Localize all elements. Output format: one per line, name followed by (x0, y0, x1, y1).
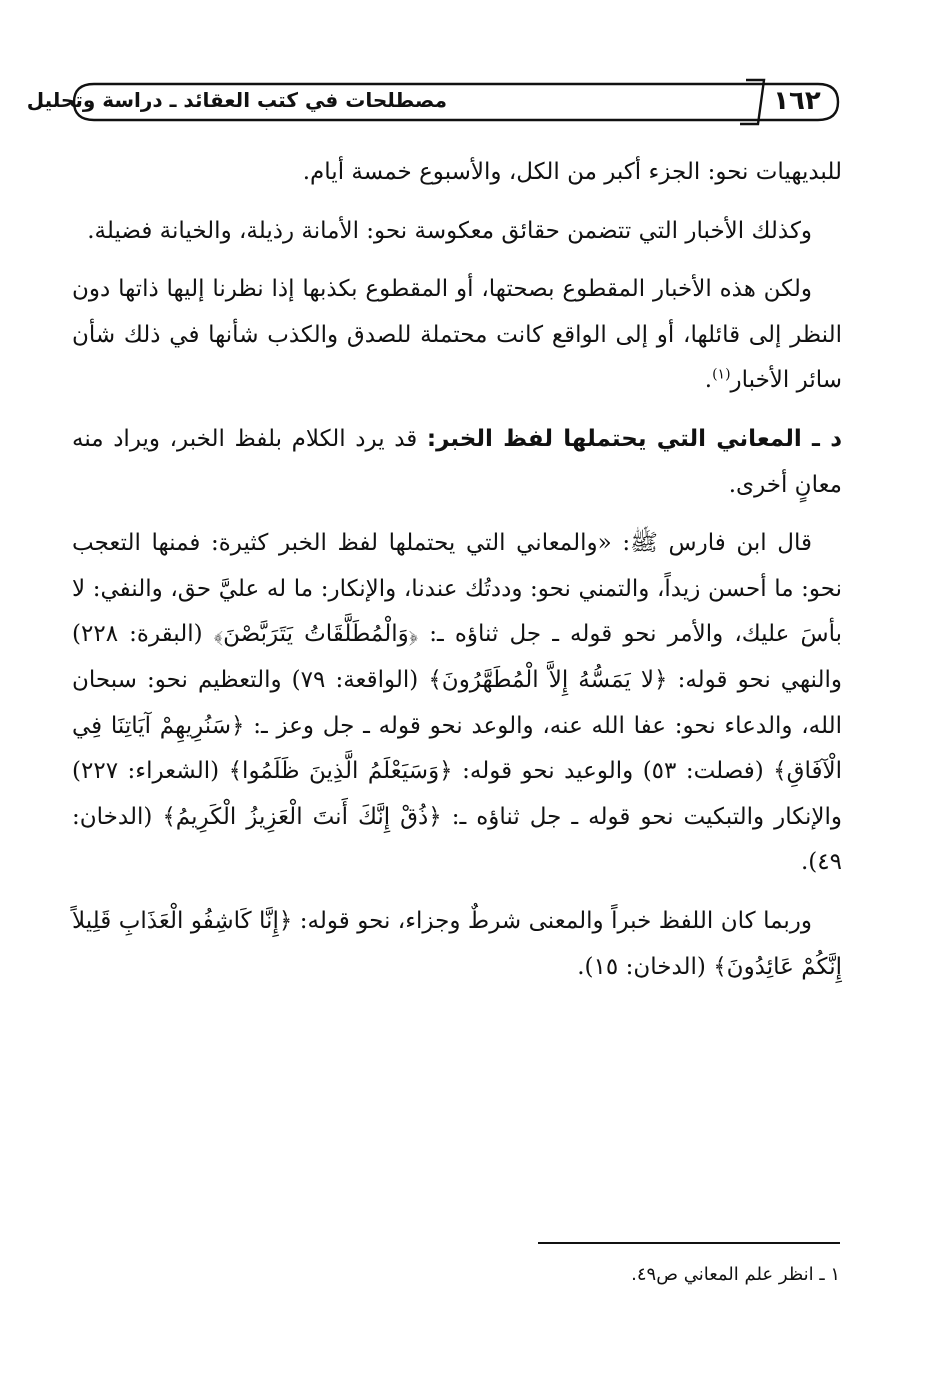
section-heading: د ـ المعاني التي يحتملها لفظ الخبر: (426, 425, 842, 452)
paragraph (72, 267, 842, 404)
footnote-divider (538, 1242, 840, 1244)
paragraph: للبديهيات نحو: الجزء أكبر من الكل، والأسبوع خمسة أيام. (302, 159, 842, 185)
footnote: ١ ـ انظر علم المعاني ص٤٩. (631, 1264, 840, 1285)
page-number: ١٦٢ (773, 86, 821, 116)
running-title: مصطلحات في كتب العقائد ـ دراسة وتحليل (26, 88, 447, 112)
main-text (72, 150, 842, 1003)
section-paragraph (72, 417, 842, 508)
paragraph-text: قد يرد الكلام بلفظ الخبر، ويراد منه معانٍ أخرى. (72, 425, 842, 498)
paragraph-text: ولكن هذه الأخبار المقطوع بصحتها، أو المقطوع بكذبها إذا نظرنا إليها ذاتها دون النظر إلى قائلها، أو إلى الواقع كانت محتملة للصدق والكذب شأنها في ذلك شأن سائر الأخبار (72, 276, 842, 394)
footnote-reference: (١) (712, 366, 731, 383)
quotation-paragraph: قال ابن فارس ﷺ: «والمعاني التي يحتملها لفظ الخبر كثيرة: فمنها التعجب نحو: ما أحسن زيداً، والتمني نحو: وددتُك عندنا، والإنكار: ما له عليَّ حق، والنفي: لا بأسَ عليك، والأمر نحو قوله ـ جل ثناؤه ـ: ﴿وَالْمُطَلَّقَاتُ يَتَرَبَّصْنَ﴾ (البقرة: ٢٢٨) والنهي نحو قوله: ﴿لا يَمَسُّهُ إِلاَّ الْمُطَهَّرُونَ﴾ (الواقعة: ٧٩) والتعظيم نحو: سبحان الله، والدعاء نحو: عفا الله عنه، والوعد نحو قوله ـ جل وعز ـ: ﴿سَنُرِيهِمْ آيَاتِنَا فِي الْآفَاقِ﴾ (فصلت: ٥٣) والوعيد نحو قوله: ﴿وَسَيَعْلَمُ الَّذِينَ ظَلَمُوا﴾ (الشعراء: ٢٢٧) والإنكار والتبكيت نحو قوله ـ جل ثناؤه ـ: ﴿ذُقْ إِنَّكَ أَنتَ الْعَزِيزُ الْكَرِيمُ﴾ (الدخان: ٤٩). (72, 530, 843, 876)
paragraph: وكذلك الأخبار التي تتضمن حقائق معكوسة نحو: الأمانة رذيلة، والخيانة فضيلة. (87, 217, 812, 244)
paragraph-end: . (704, 367, 713, 394)
running-header (26, 78, 842, 126)
paragraph: وربما كان اللفظ خبراً والمعنى شرطٌ وجزاء، نحو قوله: ﴿إِنَّا كَاشِفُو الْعَذَابِ قَلِيلاً إِنَّكُمْ عَائِدُونَ﴾ (الدخان: ١٥). (72, 907, 842, 980)
